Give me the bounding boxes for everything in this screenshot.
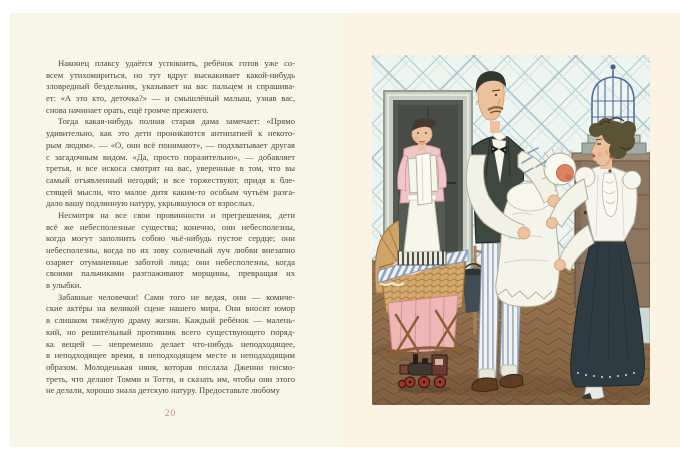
- text-line: треть, что делают Томми и Тотти, и сказать им, чтобы они этого: [46, 373, 295, 384]
- text-line: в улыбки.: [46, 280, 82, 291]
- right-page: [343, 13, 680, 447]
- text-line: кий, но решительный противник всего существующего поряд-: [46, 326, 295, 337]
- text-line: своими пальчиками разглаживают морщины, превращая их: [46, 268, 295, 279]
- text-line: Тогда какая-нибудь полная старая дама замечает: «Прямо: [58, 116, 295, 127]
- text-line: ка вещей — непременно делает что-нибудь неподходящее,: [46, 338, 295, 349]
- text-line: стящей мысли, что малое дитя каким-то особым чутьём разга-: [46, 186, 295, 197]
- text-line: образом. Молоденькая няня, которая послала Дженни посмо-: [46, 361, 295, 372]
- text-line: рым людям». — «О, они всё понимают», — подхватывает другая: [46, 139, 295, 150]
- text-line: с загадочным видом. «Да, просто поразительно», — добавляет: [46, 151, 295, 162]
- page-number: 20: [164, 409, 177, 419]
- text-line: третья, и все искоса смотрят на вас, уверенные в том, что вы: [46, 163, 295, 174]
- text-line: Несмотря на все свои провинности и прегрешения, дети: [58, 209, 295, 220]
- text-line: в слишком тяжёлую драму жизни. Каждый ребёнок — малень-: [46, 315, 295, 326]
- text-line: в неподходящее время, в неподходящем месте и неподходящим: [46, 350, 295, 361]
- text-line: снова начинает орать, ещё громче прежнего.: [46, 104, 209, 115]
- text-line: не делали, хорошо знала детскую натуру. Предоставьте любому: [46, 385, 280, 396]
- text-line: зловредный бездельник, указывает на вас пальцем и спрашива-: [46, 81, 295, 92]
- text-line: озаряет отуманенные заботой лица; они небесполезны, когда: [46, 256, 295, 267]
- text-line: дало вашу подлинную натуру, укрывшуюся от взрослых.: [46, 198, 255, 209]
- text-line: всем утихомириться, но тут вдруг выскакивает какой-нибудь: [46, 69, 295, 80]
- lace-jabot: [602, 169, 617, 216]
- text-line: удивительно, как это дети проникаются антипатией к некото-: [46, 128, 295, 139]
- text-line: Забавные человечки! Сами того не ведая, они — комиче-: [58, 291, 295, 302]
- text-line: небесполезны, когда по их зову солнечный луч любви внезапно: [46, 245, 295, 255]
- text-line: ские актёры на великой сцене нашего мира. Они вносят юмор: [46, 303, 295, 314]
- text-line: Наконец плаксу удаётся успокоить, ребёнок готов уже со-: [58, 58, 295, 68]
- text-line: ет: «А это кто, деточка?» — и смышлёный малыш, узнав вас,: [46, 93, 295, 104]
- text-line: всё же небесполезные существа; конечно, они небесполезны,: [46, 221, 295, 232]
- text-line: самый отъявленный негодяй; и все торжествуют, придя к бле-: [46, 174, 295, 185]
- left-page: [10, 13, 343, 447]
- text-line: когда могут заполнить собою чьё-нибудь пустое сердце; они: [46, 233, 295, 244]
- nursery-illustration: [372, 55, 650, 405]
- body-text: [46, 58, 295, 397]
